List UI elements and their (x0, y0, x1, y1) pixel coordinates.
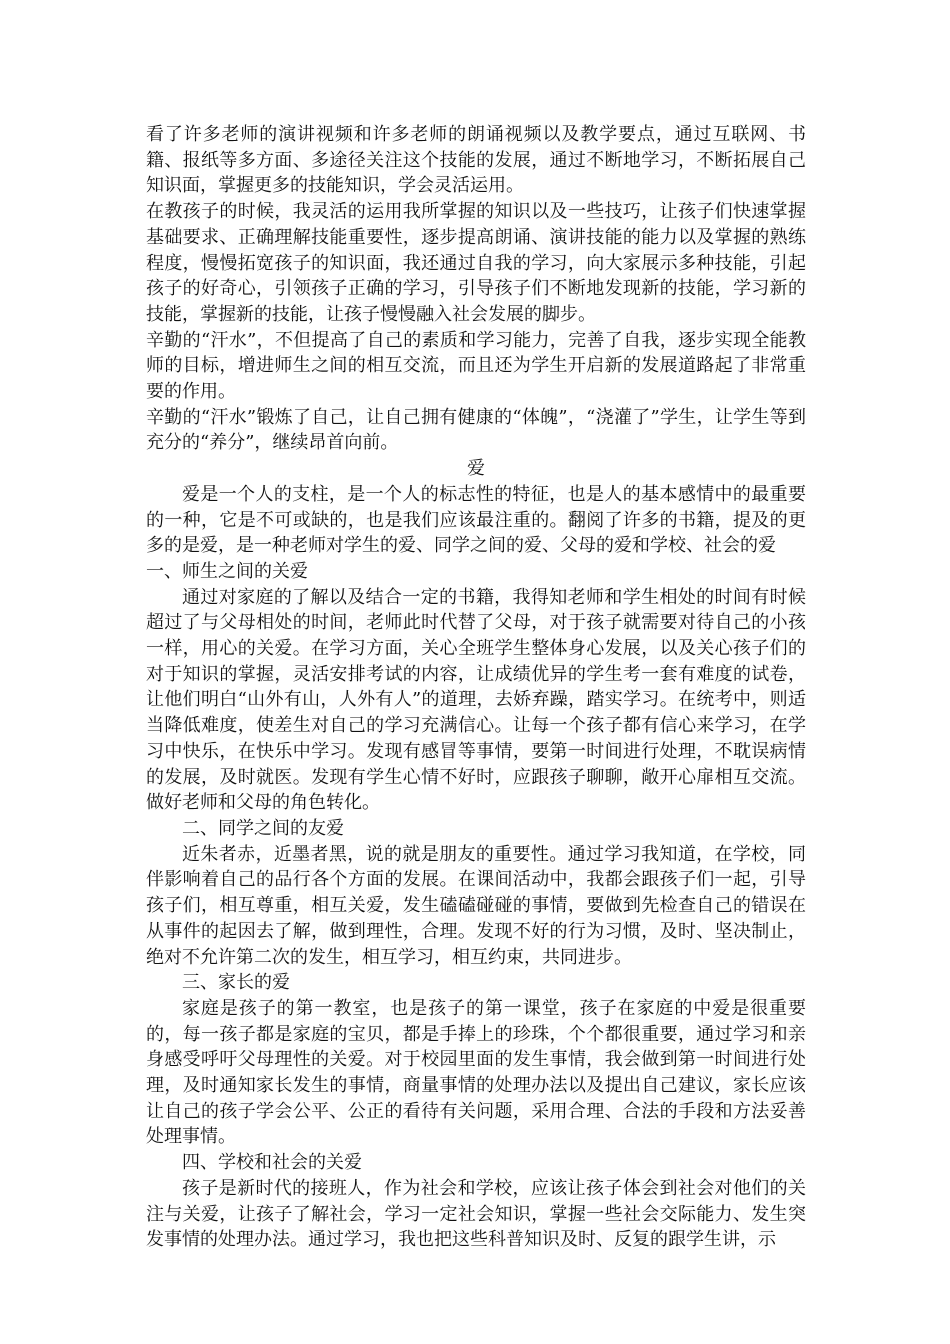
heading-school-society-care: 四、学校和社会的关爱 (182, 1152, 362, 1174)
paragraph-teaching-skills: 在教孩子的时候，我灵活的运用我所掌握的知识以及一些技巧，让孩子们快速掌握基础要求、正确理解技能重要性，逐步提高朗诵、演讲技能的能力以及掌握的熟练程度，慢慢拓宽孩子的知识面，我还通过自我的学习，向大家展示多种技能，引起孩子的好奇心，引领孩子正确的学习，引导孩子们不断地发现新的技能，学习新的技能，掌握新的技能，让孩子慢慢融入社会发展的脚步。 (146, 201, 806, 325)
paragraph-learning-methods: 看了许多老师的演讲视频和许多老师的朗诵视频以及教学要点，通过互联网、书籍、报纸等多方面、多途径关注这个技能的发展，通过不断地学习，不断拓展自己知识面，掌握更多的技能知识，学会灵活运用。 (146, 124, 806, 197)
heading-teacher-student-care: 一、师生之间的关爱 (146, 560, 308, 582)
heading-classmate-friendship: 二、同学之间的友爱 (182, 817, 344, 839)
document-body (146, 122, 806, 1253)
paragraph-love-intro: 爱是一个人的支柱，是一个人的标志性的特征，也是人的基本感情中的最重要的一种，它是不可或缺的，也是我们应该最注重的。翻阅了许多的书籍，提及的更多的是爱，是一种老师对学生的爱、同学之间的爱、父母的爱和学校、社会的爱 (146, 483, 806, 557)
paragraph-parent-love: 家庭是孩子的第一教室，也是孩子的第一课堂，孩子在家庭的中爱是很重要的，每一孩子都是家庭的宝贝，都是手捧上的珍珠，个个都很重要，通过学习和亲身感受呼吁父母理性的关爱。对于校园里面的发生事情，我会做到第一时间进行处理，及时通知家长发生的事情，商量事情的处理办法以及提出自己建议，家长应该让自己的孩子学会公平、公正的看待有关问题，采用合理、合法的手段和方法妥善处理事情。 (146, 997, 806, 1148)
paragraph-sweat-benefits: 辛勤的“汗水”，不但提高了自己的素质和学习能力，完善了自我，逐步实现全能教师的目标，增进师生之间的相互交流，而且还为学生开启新的发展道路起了非常重要的作用。 (146, 329, 806, 403)
paragraph-school-society-care: 孩子是新时代的接班人，作为社会和学校，应该让孩子体会到社会对他们的关注与关爱，让孩子了解社会，学习一定社会知识，掌握一些社会交际能力、发生突发事情的处理办法。通过学习，我也把这些科普知识及时、反复的跟学生讲，示 (146, 1177, 806, 1251)
paragraph-sweat-summary: 辛勤的“汗水”锻炼了自己，让自己拥有健康的“体魄”，“浇灌了”学生，让学生等到充分的“养分”，继续昂首向前。 (146, 406, 806, 454)
heading-parent-love: 三、家长的爱 (182, 972, 290, 994)
paragraph-classmate-friendship: 近朱者赤，近墨者黑，说的就是朋友的重要性。通过学习我知道，在学校，同伴影响着自己的品行各个方面的发展。在课间活动中，我都会跟孩子们一起，引导孩子们，相互尊重，相互关爱，发生磕磕碰碰的事情，要做到先检查自己的错误在从事件的起因去了解，做到理性，合理。发现不好的行为习惯，及时、坚决制止，绝对不允许第二次的发生，相互学习，相互约束，共同进步。 (146, 843, 806, 968)
paragraph-teacher-student-care: 通过对家庭的了解以及结合一定的书籍，我得知老师和学生相处的时间有时候超过了与父母相处的时间，老师此时代替了父母，对于孩子就需要对待自己的小孩一样，用心的关爱。在学习方面，关心全班学生整体身心发展，以及关心孩子们的对于知识的掌握，灵活安排考试的内容，让成绩优异的学生考一套有难度的试卷，让他们明白“山外有山，人外有人”的道理，去娇弃躁，踏实学习。在统考中，则适当降低难度，使差生对自己的学习充满信心。让每一个孩子都有信心来学习，在学习中快乐，在快乐中学习。发现有感冒等事情，要第一时间进行处理，不耽误病情的发展，及时就医。发现有学生心情不好时，应跟孩子聊聊，敞开心扉相互交流。做好老师和父母的角色转化。 (146, 586, 806, 814)
section-title-love: 爱 (467, 458, 485, 480)
